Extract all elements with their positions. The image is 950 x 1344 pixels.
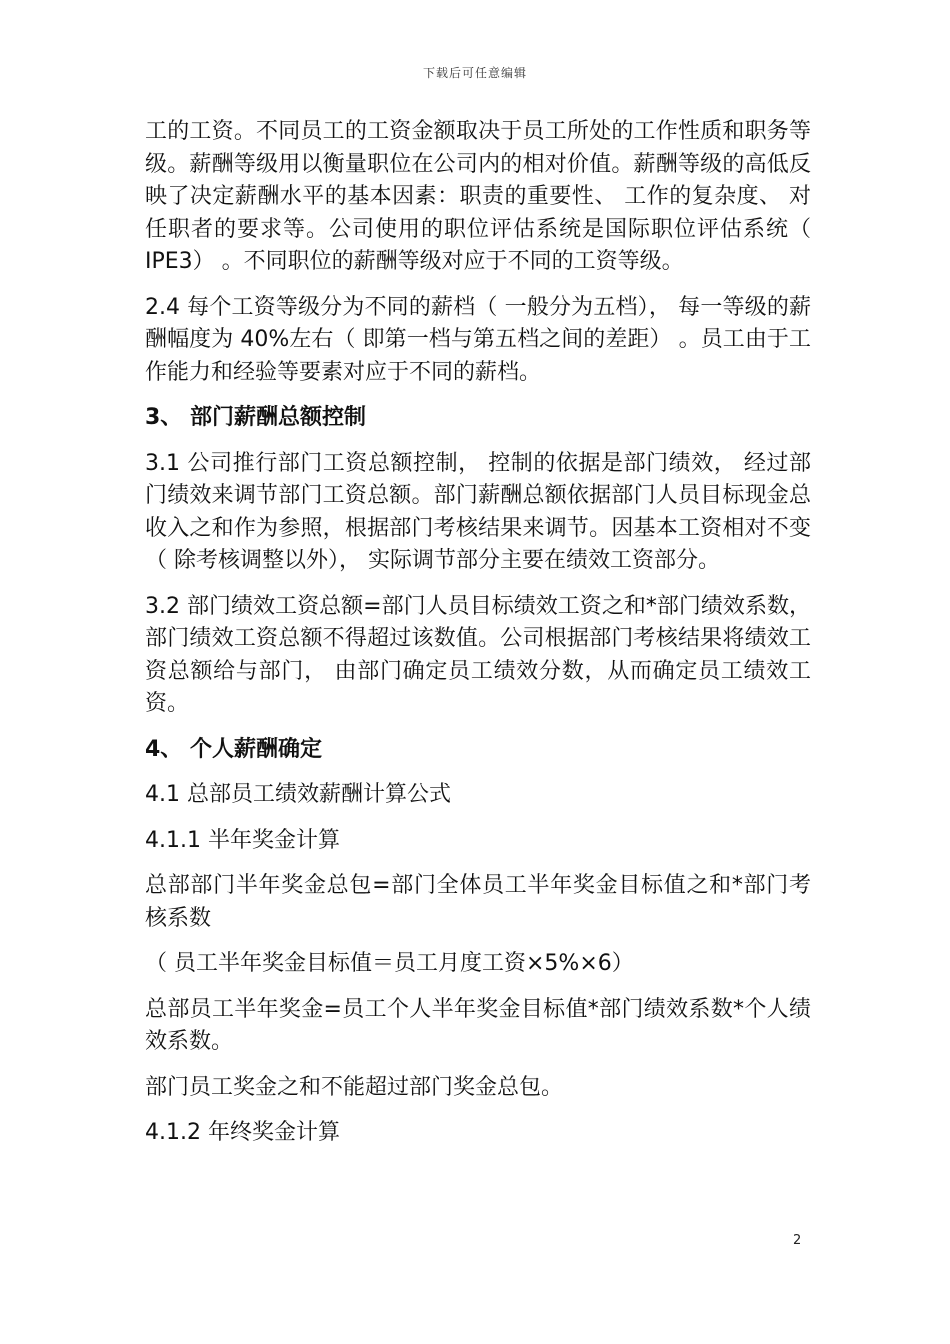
paragraph-3-1: 3.1 公司推行部门工资总额控制， 控制的依据是部门绩效， 经过部门绩效来调节部门工资总额。部门薪酬总额依据部门人员目标现金总收入之和作为参照，根据部门考核结果来调节。因基本工资相对不变（ 除考核调整以外）， 实际调节部分主要在绩效工资部分。 [145, 450, 811, 573]
paragraph-employee-bonus: 总部员工半年奖金=员工个人半年奖金目标值*部门绩效系数*个人绩效系数。 [145, 996, 811, 1054]
paragraph-bonus-pool: 总部部门半年奖金总包=部门全体员工半年奖金目标值之和*部门考核系数 [145, 873, 811, 931]
section-number: 3、 [145, 405, 183, 430]
section-heading-3 [145, 402, 811, 435]
section-number: 4、 [145, 736, 183, 762]
section-heading-4 [145, 734, 811, 767]
paragraph-4-1-2: 4.1.2 年终奖金计算 [145, 1120, 340, 1145]
section-title: 部门薪酬总额控制 [190, 405, 367, 430]
paragraph-bonus-target: （ 员工半年奖金目标值＝员工月度工资×5%×6） [145, 951, 634, 976]
paragraph-bonus-limit: 部门员工奖金之和不能超过部门奖金总包。 [145, 1074, 564, 1100]
page-header: 下载后可任意编辑 [422, 66, 527, 80]
paragraph-4-1: 4.1 总部员工绩效薪酬计算公式 [145, 782, 451, 807]
document-body [145, 116, 811, 1163]
paragraph-3-2: 3.2 部门绩效工资总额=部门人员目标绩效工资之和*部门绩效系数，部门绩效工资总额不得超过该数值。公司根据部门考核结果将绩效工资总额给与部门， 由部门确定员工绩效分数，从而确定员工绩效工资。 [145, 593, 811, 716]
paragraph-2-4: 2.4 每个工资等级分为不同的薪档（ 一般分为五档）， 每一等级的薪酬幅度为 40%左右（ 即第一档与第五档之间的差距） 。员工由于工作能力和经验等要素对应于不同的薪档。 [145, 294, 811, 385]
paragraph-salary-grade: 工的工资。不同员工的工资金额取决于员工所处的工作性质和职务等级。薪酬等级用以衡量职位在公司内的相对价值。薪酬等级的高低反映了决定薪酬水平的基本因素：职责的重要性、 工作的复杂度、 对任职者的要求等。公司使用的职位评估系统是国际职位评估系统（ IPE3） 。不同职位的薪酬等级对应于不同的工资等级。 [145, 119, 811, 274]
page-number: 2 [793, 1233, 802, 1248]
paragraph-4-1-1: 4.1.1 半年奖金计算 [145, 827, 340, 853]
section-title: 个人薪酬确定 [190, 736, 323, 762]
